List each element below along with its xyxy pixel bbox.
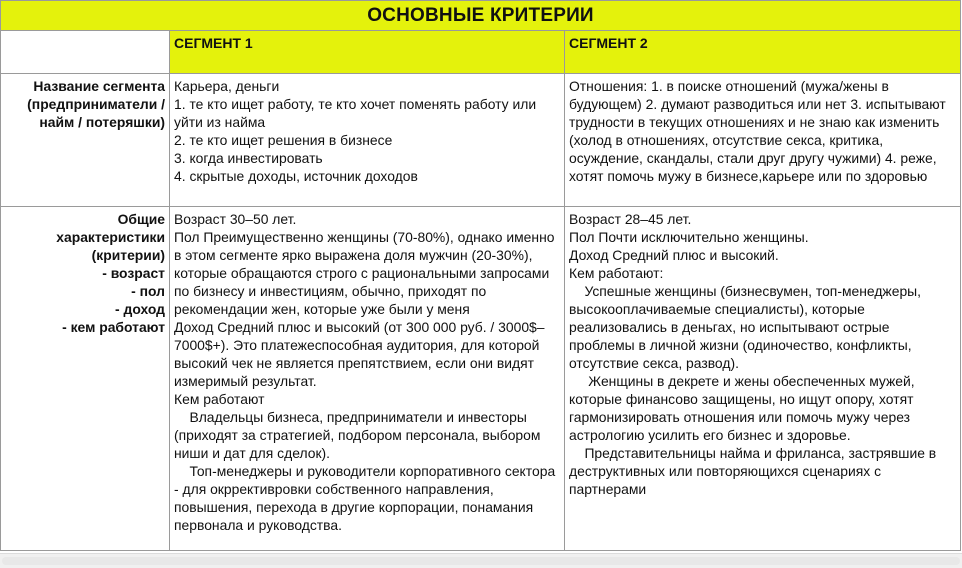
row-label-line: - пол — [131, 283, 165, 299]
cell-line: Кем работают — [174, 391, 265, 407]
cell-line: 3. когда инвестировать — [174, 150, 323, 166]
cell-line: Кем работают: — [569, 265, 664, 281]
row-label-segment-name[interactable] — [1, 74, 170, 207]
cell-line: Доход Средний плюс и высокий. — [569, 247, 779, 263]
header-corner-cell[interactable] — [1, 31, 170, 74]
row-label-line: (критерии) — [91, 247, 165, 263]
cell-line: Возраст 28–45 лет. — [569, 211, 692, 227]
horizontal-scrollbar[interactable] — [0, 553, 962, 568]
cell-line: Карьера, деньги — [174, 78, 280, 94]
cell-segment-2-characteristics[interactable] — [565, 207, 961, 551]
row-label-line: найм / потеряшки) — [39, 114, 165, 130]
cell-line: 4. скрытые доходы, источник доходов — [174, 168, 418, 184]
cell-line: Успешные женщины (бизнесвумен, топ-менеджеры, высокооплачиваемые специалисты), которые реализовались в деньгах, но испытывают острые проблемы в личной жизни (одиночество, конфликты, отсутствие секса, развод). — [569, 283, 925, 371]
header-segment-2[interactable]: СЕГМЕНТ 2 — [565, 31, 961, 74]
row-label-line: - доход — [115, 301, 165, 317]
cell-line: Пол Преимущественно женщины (70-80%), однако именно в этом сегменте ярко выражена доля мужчин (20-30%), которые обращаются строго с рациональными запросами по бизнесу и инвестициям, обычно, приходят по рекомендации жен, которые уже были у меня — [174, 229, 559, 317]
cell-line: 2. те кто ищет решения в бизнесе — [174, 132, 393, 148]
cell-line: Отношения: 1. в поиске отношений (мужа/жены в будующем) 2. думают разводиться или нет 3. испытывают трудности в текущих отношениях и не знаю как изменить (холод в отношениях, отсутствие секса, критика, осуждение, скандалы, стали друг другу чужими) 4. реже, хотят помочь мужу в бизнесе,карьере или по здоровью — [569, 78, 950, 184]
cell-line: Доход Средний плюс и высокий (от 300 000 руб. / 3000$–7000$+). Это платежеспособная аудитория, для которой высокий чек не является препятствием, если они видят измеримый результат. — [174, 319, 545, 389]
row-label-line: характеристики — [56, 229, 165, 245]
table-row-characteristics — [1, 207, 961, 551]
row-label-line: Название сегмента — [33, 78, 165, 94]
table-row-segment-name — [1, 74, 961, 207]
row-label-line: Общие — [117, 211, 165, 227]
cell-line: Представительницы найма и фриланса, застрявшие в деструктивных или повторяющихся сценариях с партнерами — [569, 445, 941, 497]
cell-segment-2-name[interactable] — [565, 74, 961, 207]
cell-segment-1-name[interactable] — [170, 74, 565, 207]
cell-line: Пол Почти исключительно женщины. — [569, 229, 809, 245]
cell-segment-1-characteristics[interactable] — [170, 207, 565, 551]
cell-line: Женщины в декрете и жены обеспеченных мужей, которые финансово защищены, но ищут опору, хотят гармонизировать отношения или помочь мужу через астрологию усилить его бизнес и здоровье. — [569, 373, 919, 443]
cell-line: Владельцы бизнеса, предприниматели и инвесторы (приходят за стратегией, подбором персонала, выбором ниши и дат для сделок). — [174, 409, 545, 461]
row-label-line: - возраст — [102, 265, 165, 281]
row-label-line: - кем работают — [62, 319, 165, 335]
cell-line: Возраст 30–50 лет. — [174, 211, 297, 227]
cell-line: Топ-менеджеры и руководители корпоративного сектора - для окррективровки собственного направления, повышения, перехода в другие корпорации, понамания первонала и руководства. — [174, 463, 560, 533]
row-label-characteristics[interactable] — [1, 207, 170, 551]
scrollbar-thumb[interactable] — [2, 557, 960, 565]
sheet-title[interactable]: ОСНОВНЫЕ КРИТЕРИИ — [1, 1, 961, 31]
header-segment-1[interactable]: СЕГМЕНТ 1 — [170, 31, 565, 74]
row-label-line: (предприниматели / — [27, 96, 165, 112]
cell-line: 1. те кто ищет работу, те кто хочет поменять работу или уйти из найма — [174, 96, 540, 130]
